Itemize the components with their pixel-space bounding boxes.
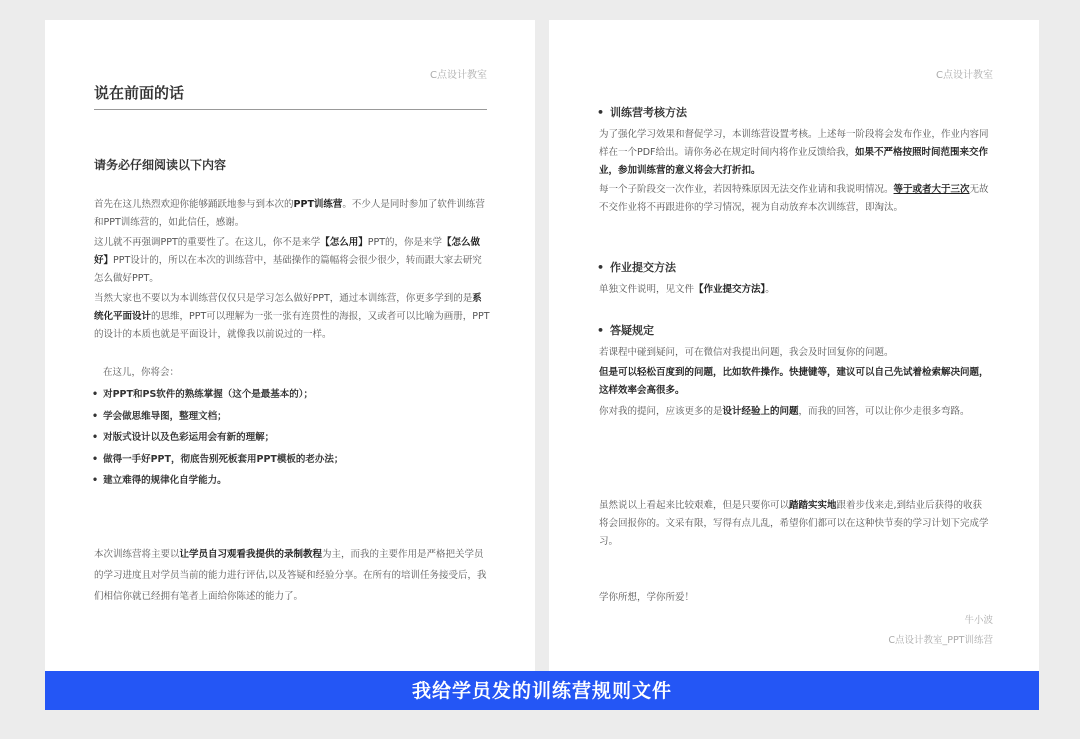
paragraph-qa-focus: 你对我的提问，应该更多的是设计经验上的问题，而我的回答，可以让你少走很多弯路。: [599, 406, 970, 417]
paragraph-training-method: 本次训练营将主要以让学员自习观看我提供的录制教程为主，而我的主要作用是严格把关学员的学习进度且对学员当前的能力进行评估,以及答疑和经验分享。在所有的培训任务接受后，我们相信你就已经拥有笔者上面给你陈述的能力了。: [94, 549, 487, 602]
motto: 学你所想，学你所爱！: [599, 592, 695, 603]
paragraph-welcome: 首先在这儿热烈欢迎你能够踊跃地参与到本次的PPT训练营。不少人是同时参加了软件训练营和PPT训练营的，如此信任，感谢。: [94, 199, 485, 228]
left-document-page: [45, 20, 535, 710]
section-heading-qa: • 答疑规定: [597, 324, 655, 337]
right-document-page: [549, 20, 1039, 710]
section-heading-submission: • 作业提交方法: [597, 261, 677, 274]
list-item: • 对PPT和PS软件的熟练掌握（这个是最基本的）；: [92, 384, 343, 406]
list-item: • 建立难得的规律化自学能力。: [92, 470, 343, 492]
paragraph-assessment: 为了强化学习效果和督促学习，本训练营设置考核。上述每一阶段将会发布作业，作业内容同样在一个PDF给出。请你务必在规定时间内将作业反馈给我，如果不严格按照时间范围来交作业，参加训练营的意义将会大打折扣。: [599, 129, 989, 176]
paragraph-submission: 单独文件说明，见文件【作业提交方法】。: [599, 284, 775, 295]
brand-watermark: C点设计教室: [430, 70, 487, 81]
paragraph-qa-contact: 若课程中碰到疑问，可在微信对我提出问题，我会及时回复你的问题。: [599, 347, 894, 358]
list-item: • 对版式设计以及色彩运用会有新的理解；: [92, 427, 343, 449]
signature: 牛小波: [964, 615, 993, 626]
section-heading-assessment: • 训练营考核方法: [597, 106, 688, 119]
paragraph-system-design: 当然大家也不要以为本训练营仅仅只是学习怎么做好PPT，通过本训练营，你更多学到的是系统化平面设计的思维，PPT可以理解为一张一张有连贯性的海报，又或者可以比喻为画册，PPT的设计的本质也就是平面设计，就像我以前说过的一样。: [94, 293, 490, 340]
you-will-intro: 在这儿，你将会：: [103, 367, 180, 378]
paragraph-importance: 这儿就不再强调PPT的重要性了。在这儿，你不是来学【怎么用】PPT的，你是来学【怎么做好】PPT设计的，所以在本次的训练营中，基础操作的篇幅将会很少很少，转而跟大家去研究怎么做好PPT。: [94, 237, 482, 284]
list-item: • 学会做思维导图，整理文档；: [92, 406, 343, 428]
paragraph-qa-self-search: 但是可以轻松百度到的问题，比如软件操作。快捷键等，建议可以自己先试着检索解决问题，这样效率会高很多。: [599, 367, 989, 396]
section-subtitle: 请务必仔细阅读以下内容: [94, 158, 227, 172]
caption-banner: 我给学员发的训练营规则文件: [45, 671, 1039, 710]
gains-list: [92, 384, 343, 492]
title-divider: [94, 109, 487, 110]
paragraph-assessment-rules: 每一个子阶段交一次作业，若因特殊原因无法交作业请和我说明情况。等于或者大于三次无故不交作业将不再跟进你的学习情况，视为自动放弃本次训练营，即淘汰。: [599, 184, 989, 213]
paragraph-closing: 虽然说以上看起来比较艰难，但是只要你可以踏踏实实地跟着步伐来走,到结业后获得的收获将会回报你的。文采有限，写得有点儿乱，希望你们都可以在这种快节奏的学习计划下完成学习。: [599, 500, 989, 547]
organization-name: C点设计教室_PPT训练营: [888, 635, 993, 646]
list-item: • 做得一手好PPT，彻底告别死板套用PPT模板的老办法；: [92, 449, 343, 471]
page-title: 说在前面的话: [94, 84, 185, 102]
brand-watermark: C点设计教室: [936, 70, 993, 81]
